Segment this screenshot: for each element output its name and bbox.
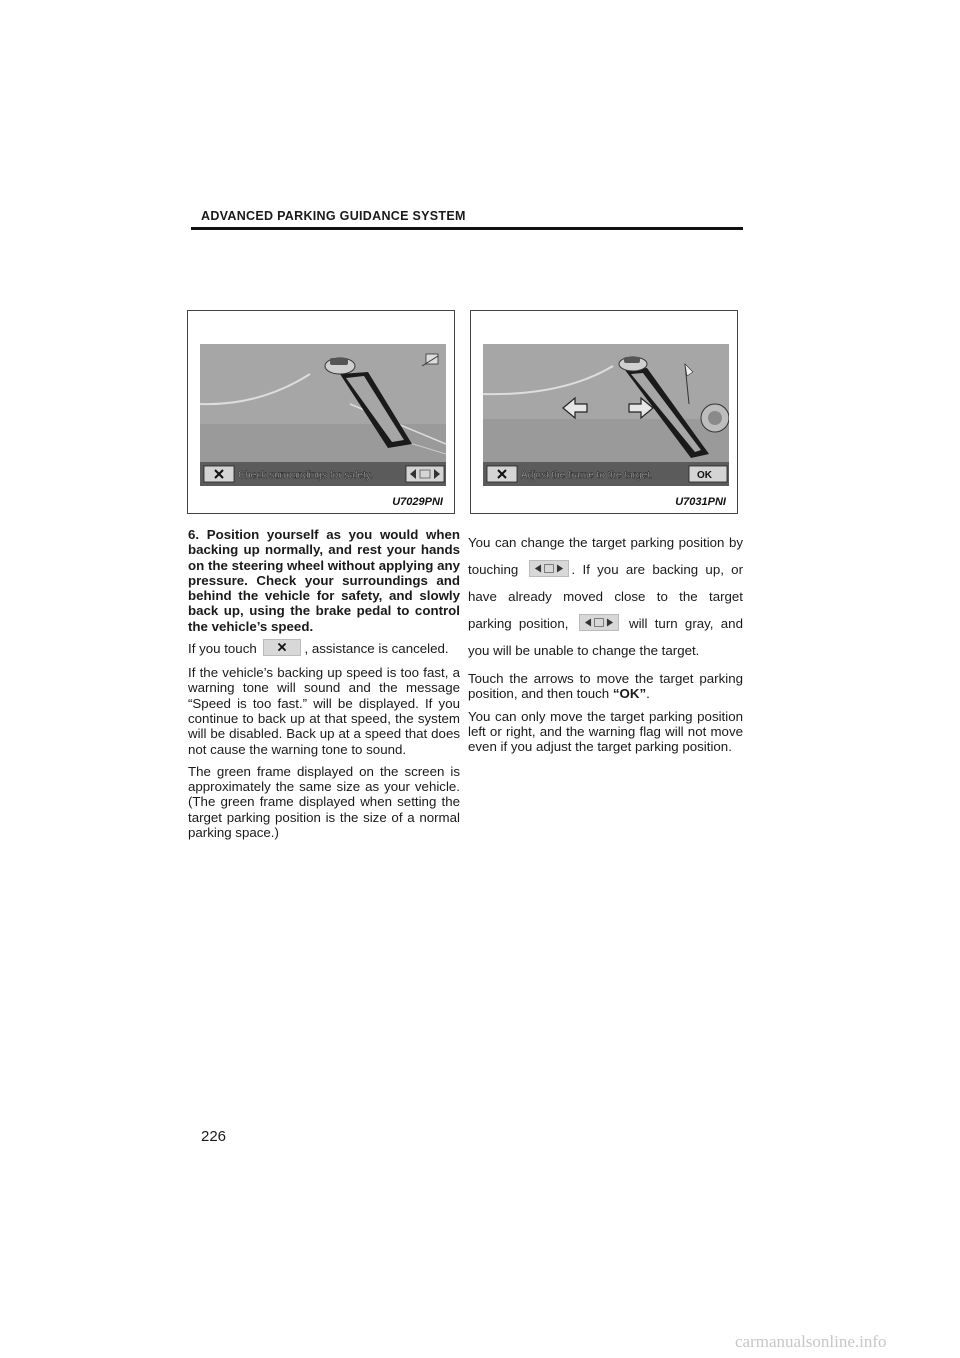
green-frame-paragraph: The green frame displayed on the screen is approximately the same size as your vehicle. (The green frame displayed when setting the target parking position is the size of a normal parking space.) (188, 763, 460, 841)
arrows-paragraph: Touch the arrows to move the target parking position, and then touch “OK”. (468, 671, 743, 702)
step-6: 6. Position yourself as you would when backing up normally, and rest your hands on the steering wheel without applying any pressure. Check your surroundings and behind the vehicle for safety, and slowly back up, using the brake pedal to control the vehicle’s speed. (188, 527, 460, 634)
car-icon (325, 358, 355, 374)
section-title: ADVANCED PARKING GUIDANCE SYSTEM (201, 209, 466, 223)
cancel-paragraph: If you touch , assistance is canceled. (188, 641, 460, 658)
left-right-arrows-icon (579, 614, 619, 631)
car-icon (619, 357, 647, 371)
header-rule (191, 227, 743, 230)
figure-code: U7031PNI (675, 496, 726, 508)
change-target-paragraph: You can change the target parking position by touching . If you are backing up, or have already moved close to the target parking position, will turn gray, and you will be unable to change the target. (468, 535, 743, 658)
move-note-paragraph: You can only move the target parking position left or right, and the warning flag will not move even if you adjust the target parking position. (468, 708, 743, 755)
right-column (468, 529, 743, 761)
cancel-x-icon (263, 639, 301, 656)
page-number: 226 (201, 1128, 227, 1145)
camera-screen (200, 344, 446, 486)
camera-screen (483, 344, 729, 486)
figure-adjust-frame (470, 310, 738, 514)
left-column (188, 527, 460, 847)
watermark: carmanualsonline.info (735, 1332, 887, 1351)
figure-code: U7029PNI (392, 496, 443, 508)
screen-message: Adjust the frame to the target. (521, 470, 653, 481)
figure-check-surroundings (187, 310, 455, 514)
ok-emphasis: “OK” (612, 686, 647, 702)
screen-message: Check surroundings for safety. (238, 470, 373, 481)
ok-button-label: OK (697, 470, 712, 481)
left-right-arrows-icon (529, 560, 569, 577)
speed-warning-paragraph: If the vehicle’s backing up speed is too fast, a warning tone will sound and the message “Speed is too fast.” will be displayed. If you continue to back up at that speed, the system will be disabled. Back up at a speed that does not cause the warning tone to sound. (188, 665, 460, 757)
